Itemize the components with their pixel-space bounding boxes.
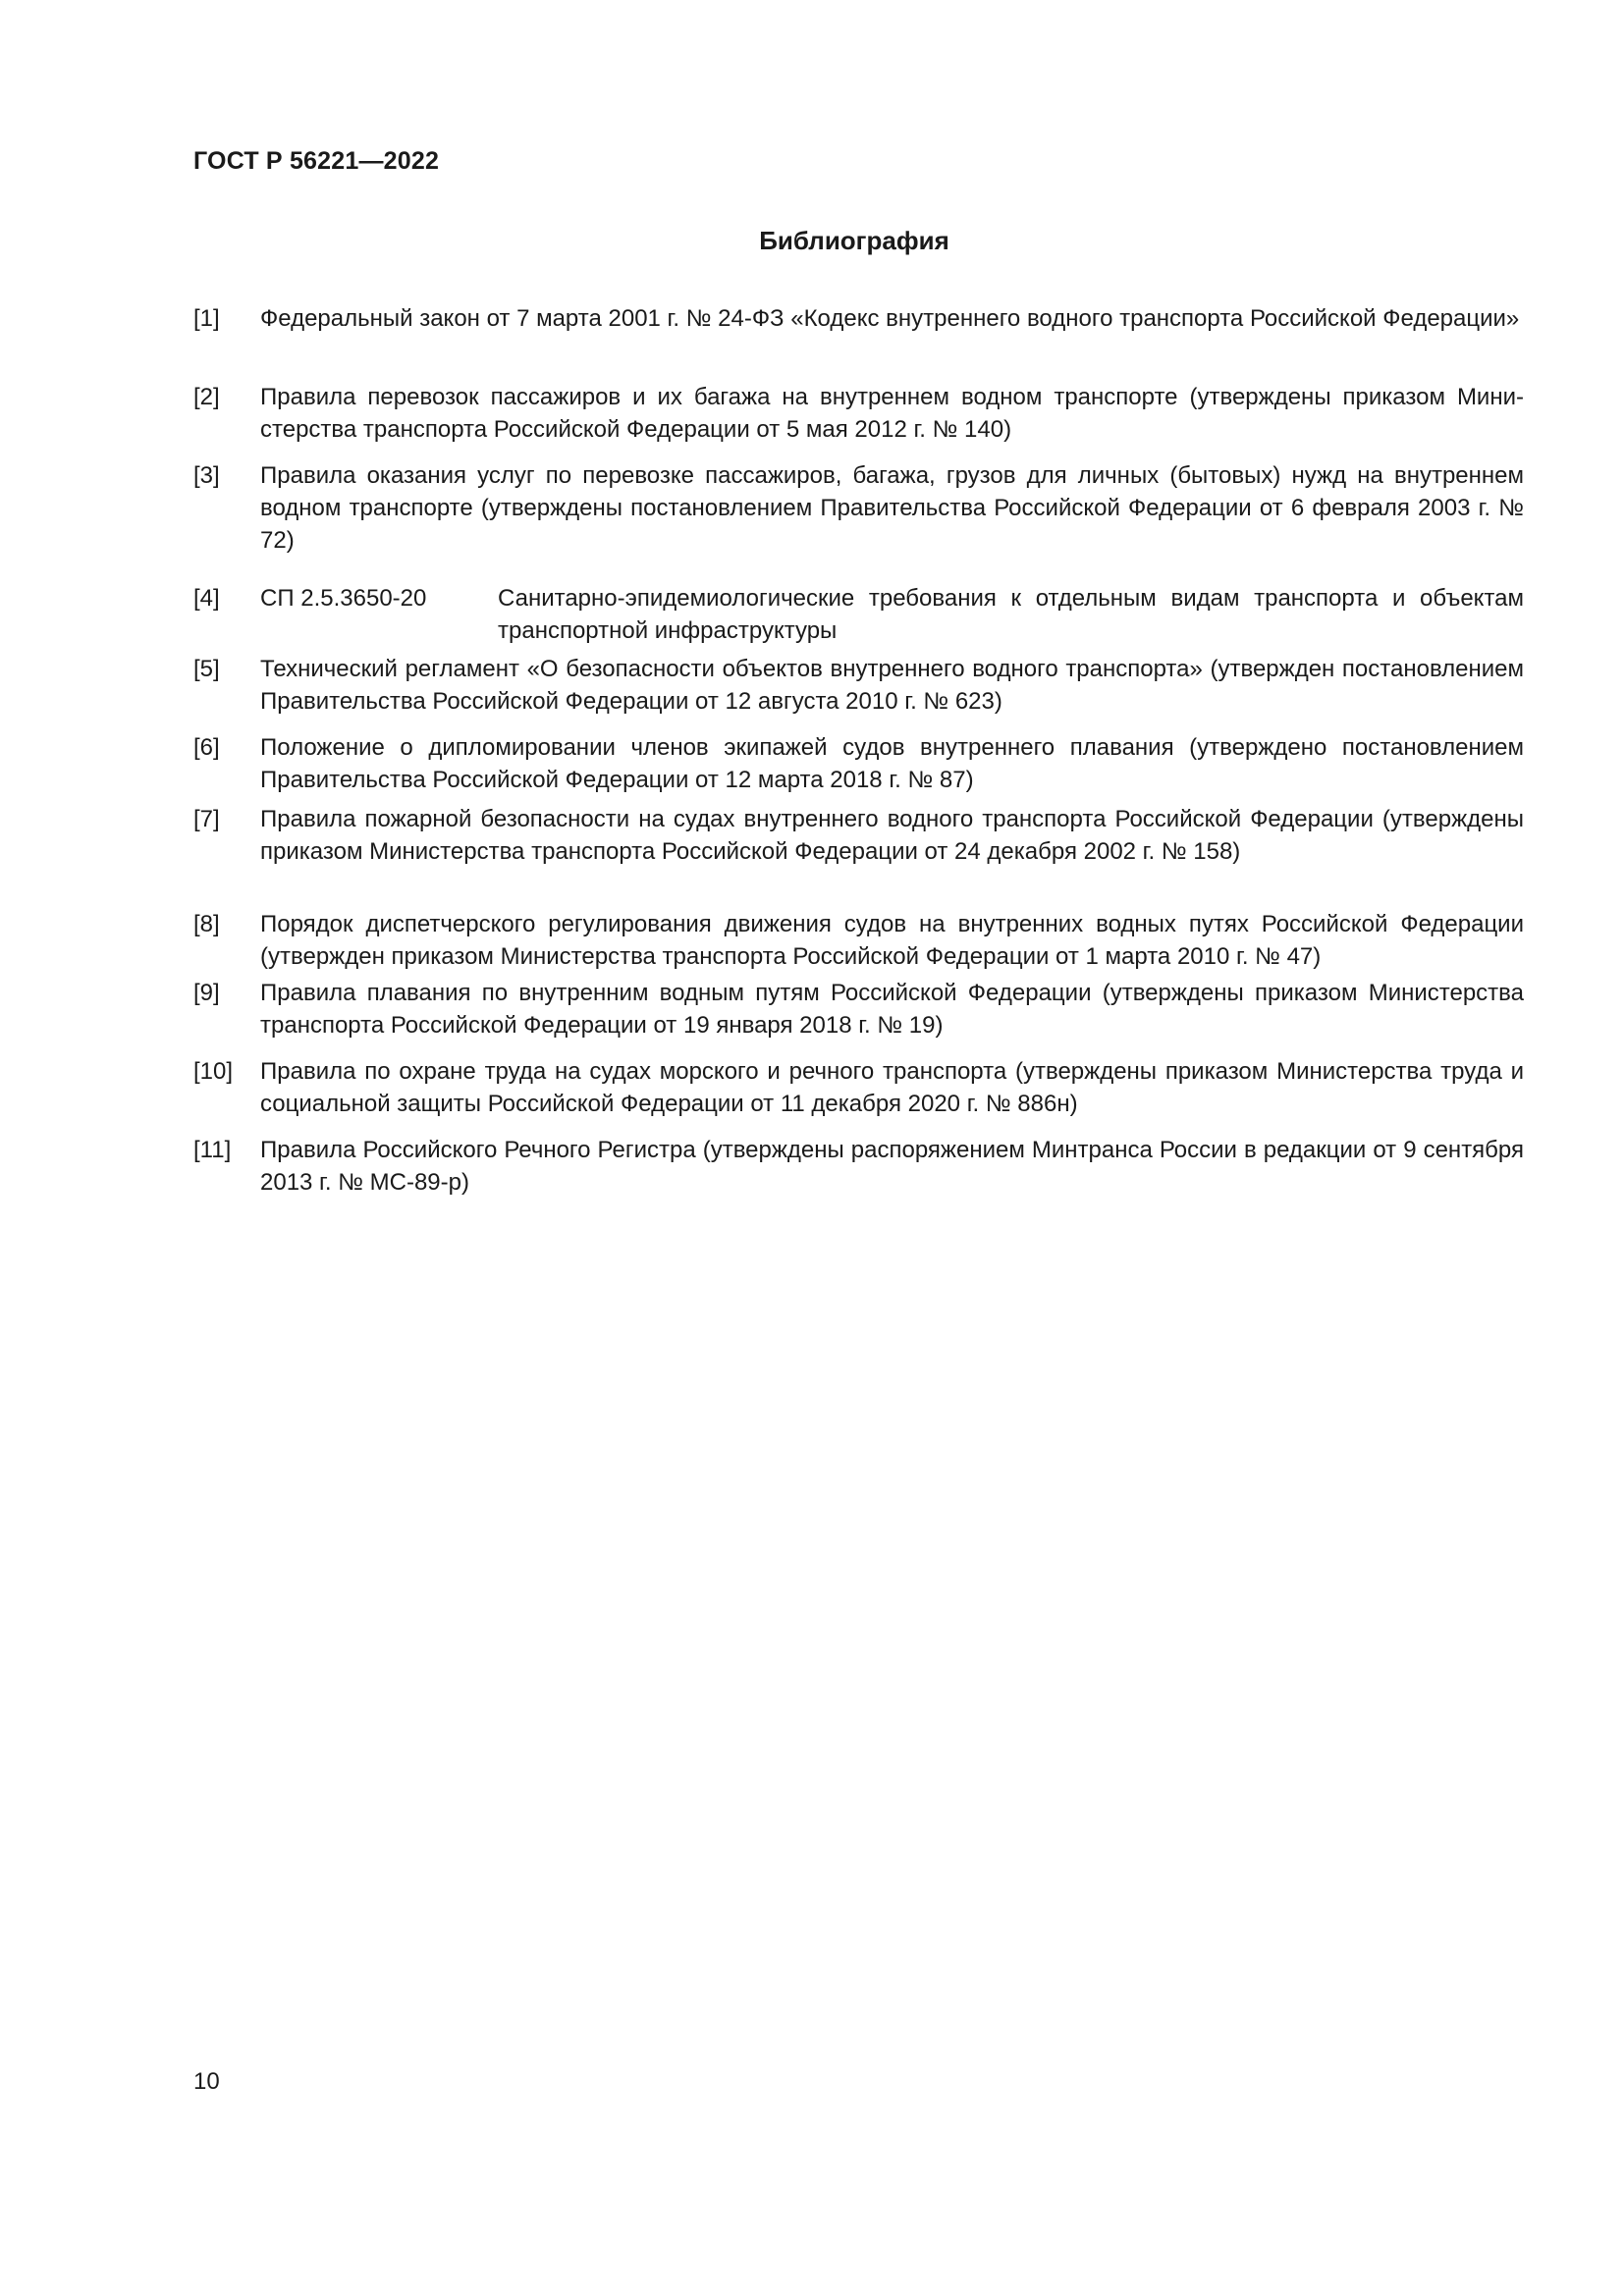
entry-number: [8] [193, 911, 220, 937]
entry-text: Технический регламент «О безопасности объектов внутреннего водного транспорта» (утвержден постановлением Правительства Российской Федерации от 12 августа 2010 г. № 623) [260, 656, 1524, 715]
entry-text: Правила оказания услуг по перевозке пассажиров, багажа, грузов для личных (бытовых) нужд на внутреннем водном транспорте (утверждены постановлением Правительства Российской Федерации от 6 февраля 2003 г. № 72) [260, 462, 1524, 554]
entry-text: Порядок диспетчерского регулирования движения судов на внутренних водных путях Российской Федерации (утвержден приказом Министерства транспорта Российской Федерации от 1 марта 2010 г. № 47) [260, 911, 1524, 970]
page-title: Библиография [759, 226, 949, 255]
entry-text: Правила пожарной безопасности на судах внутреннего водного транспорта Российской Федерации (утверждены приказом Министерства транспорта Российской Федерации от 24 декабря 2002 г. № 158) [260, 806, 1524, 865]
entry-number: [10] [193, 1058, 234, 1085]
entry-text: Правила по охране труда на судах морского и речного транспорта (утверждены приказом Министерства труда и социальной защиты Российской Федерации от 11 декабря 2020 г. № 886н) [260, 1058, 1524, 1117]
entry-number: [11] [193, 1137, 232, 1163]
entry-number: [6] [193, 734, 220, 761]
entry-number: [9] [193, 980, 220, 1006]
page-number: 10 [193, 2068, 220, 2095]
entry-number: [4] [193, 585, 220, 612]
entry-number: [5] [193, 656, 220, 682]
entry-text: Правила Российского Речного Регистра (утверждены распоряжением Минтранса России в редакции от 9 сентября 2013 г. № МС-89-р) [260, 1137, 1524, 1196]
entry-text: Федеральный закон от 7 марта 2001 г. № 24-ФЗ «Кодекс внутреннего водного транспорта Российской Федерации» [260, 305, 1520, 332]
entry-number: [3] [193, 462, 220, 489]
entry-text: Санитарно-эпидемиологические требования к отдельным видам транспорта и объектам транспортной инфраструктуры [498, 585, 1524, 644]
entry-number: [1] [193, 305, 220, 332]
entry-number: [2] [193, 384, 220, 410]
document-code: ГОСТ Р 56221—2022 [193, 147, 440, 175]
entry-text: Правила перевозок пассажиров и их багажа на внутреннем водном транспорте (утверждены приказом Министерства транспорта Российской Федерации от 5 мая 2012 г. № 140) [260, 384, 1524, 443]
entry-number: [7] [193, 806, 220, 832]
entry-text: Правила плавания по внутренним водным путям Российской Федерации (утверждены приказом Министерства транспорта Российской Федерации от 19 января 2018 г. № 19) [260, 980, 1524, 1039]
entry-text: Положение о дипломировании членов экипажей судов внутреннего плавания (утверждено постановлением Правительства Российской Федерации от 12 марта 2018 г. № 87) [260, 734, 1524, 793]
entry-code: СП 2.5.3650-20 [260, 585, 427, 612]
